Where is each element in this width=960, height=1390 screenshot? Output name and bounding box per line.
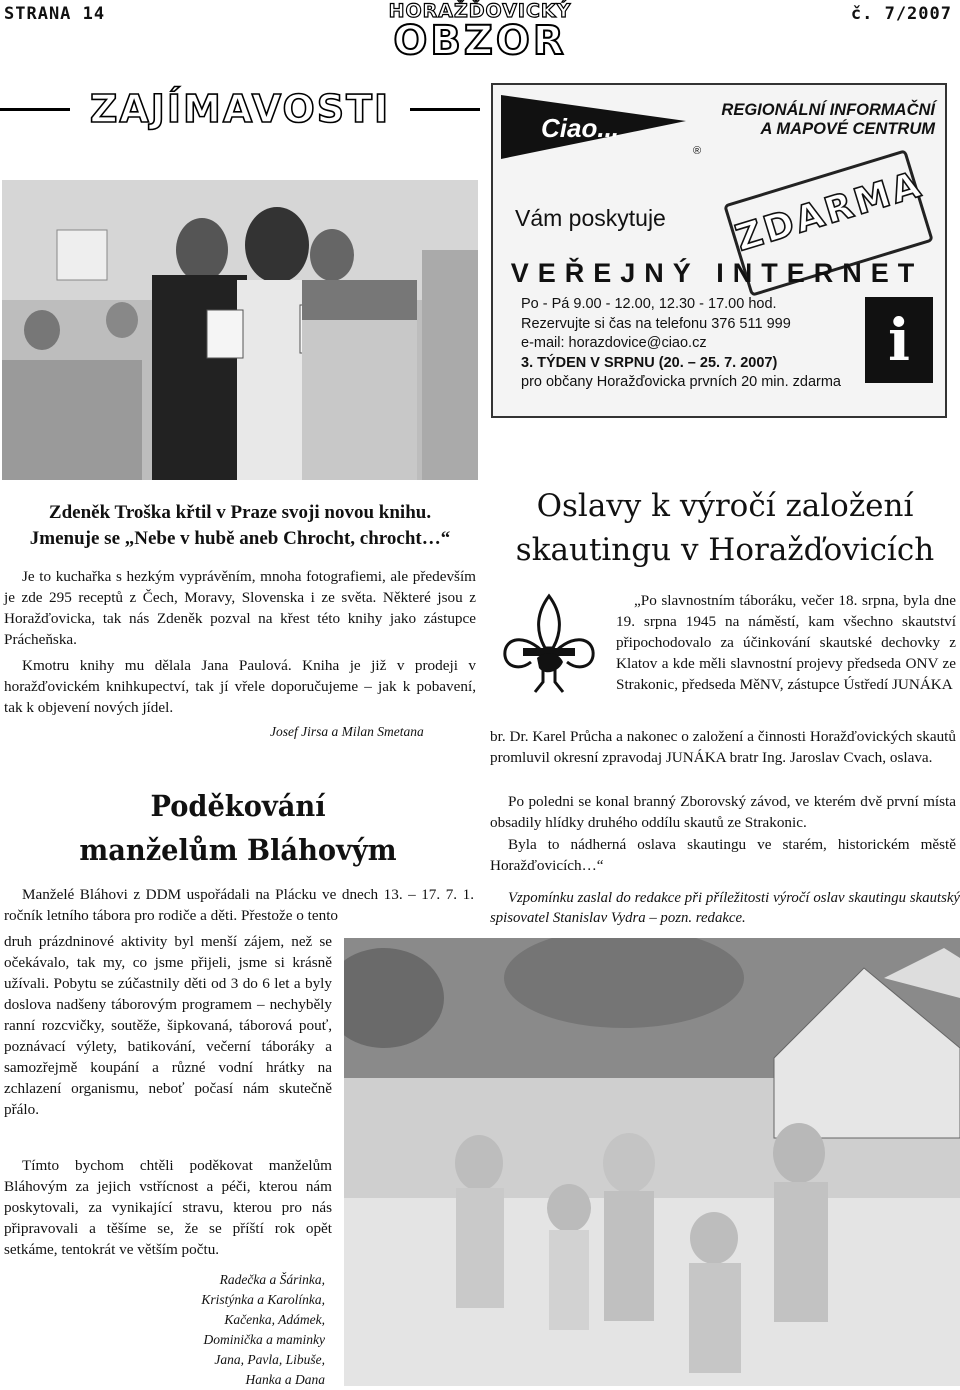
book-paragraph-2: Kmotru knihy mu dělala Jana Paulová. Kniha je již v prodeji v horažďovickém knihkupectví, tak jí vřele doporučujeme – jak k pobavení, tak k objevení nových jídel.: [4, 657, 476, 716]
ciao-advertisement: [491, 83, 947, 418]
scouting-headline: [490, 484, 960, 572]
scouting-headline-line1: Oslavy k výročí založení: [536, 488, 914, 524]
thanks-signature-line: Hanka a Dana: [245, 1372, 325, 1387]
section-rule-left: [0, 108, 70, 111]
scouting-signature: Vzpomínku zaslal do redakce při příležitosti výročí oslav skautingu skautský spisovatel Stanislav Vydra – pozn. redakce.: [490, 890, 960, 926]
ad-region-line2: A MAPOVÉ CENTRUM: [760, 120, 935, 138]
section-rule-right: [410, 108, 480, 111]
scouting-paragraph-3: Byla to nádherná oslava skautingu ve starém, historickém městě Horažďovicích…“: [490, 836, 956, 874]
scouting-paragraph-2: Po poledni se konal branný Zborovský závod, ve kterém dvě první místa obsadily hlídky druhého oddílu skautů ze Strakonic.: [490, 793, 956, 831]
ad-hours: Po - Pá 9.00 - 12.00, 12.30 - 17.00 hod.: [521, 296, 777, 312]
thanks-paragraph-1b: druh prázdninové aktivity byl menší zájem, než se očekávalo, tak my, co jsme přijeli, jsme si krásně užívali. Pobytu se zúčastnily děti od 3 do 6 let a byly doslova nadšeny táborovým programem – nechyběly ranní rozcvičky, soutěže, šipkovaná, táborová pouť, poznávací výlety, batikování, večerní táboráky a samozřejmě koupání a různé vodní hrátky na zchlazení organismu, neboť počasí nám skutečně přálo.: [4, 933, 332, 1118]
ad-offer: Vám poskytuje: [515, 205, 666, 231]
ad-dates: 3. TÝDEN V SRPNU (20. – 25. 7. 2007): [521, 354, 778, 371]
thanks-signature-line: Dominička a maminky: [203, 1332, 325, 1347]
book-signature: Josef Jirsa a Milan Smetana: [270, 724, 424, 739]
thanks-headline-line1: Poděkování: [150, 789, 326, 823]
scouting-headline-line2: skautingu v Horažďovicích: [515, 532, 935, 568]
thanks-headline-line2: manželům Bláhovým: [79, 833, 397, 867]
free-stamp: ZDARMA: [723, 149, 934, 297]
section-header: [0, 84, 480, 134]
ciao-logo: [501, 95, 686, 159]
ad-phone: Rezervujte si čas na telefonu 376 511 999: [521, 315, 791, 332]
book-paragraph-1: Je to kuchařka s hezkým vyprávěním, mnoha fotografiemi, ale především je zde 295 receptů z Čech, Moravy, Slovenska i ze světa. Některé jsou z Horažďovicka, tak nás Zdeněk pozval na křest této knihy jako zástupce Prácheňska.: [4, 568, 476, 648]
thanks-paragraph-1a: Manželé Bláhovi z DDM uspořádali na Plácku ve dnech 13. – 17. 7. 1. ročník letního tábora pro rodiče a děti. Přestože o tento: [4, 886, 474, 924]
book-caption: [0, 500, 480, 552]
info-icon: i: [865, 297, 933, 383]
newspaper-title: OBZOR: [393, 18, 567, 64]
children-camp-photo: [344, 938, 960, 1386]
scouting-paragraph-1b: br. Dr. Karel Průcha a nakonec o založení a činnosti Horažďovických skautů promluvil okresní zpravodaj JUNÁKA bratr Ing. Jaroslav Cvach, oslava.: [490, 728, 956, 766]
thanks-signature: [130, 1270, 325, 1390]
section-title: ZAJÍMAVOSTI: [89, 87, 391, 131]
thanks-signature-line: Radečka a Šárinka,: [219, 1272, 325, 1287]
scouting-paragraph-1a: „Po slavnostním táboráku, večer 18. srpna, byla dne 19. srpna 1945 na náměstí, kam všechno skautství připochodovalo za účinkování skautské dechovky z Klatov a kde měli slavnostní projevy předseda ONV ze Strakonic, předseda MěNV, zástupce Ústředí JUNÁKA: [616, 592, 956, 693]
scout-lily-icon: [497, 592, 601, 696]
ad-note: pro občany Horažďovicka prvních 20 min. zdarma: [521, 374, 841, 390]
issue-number: č. 7/2007: [850, 4, 952, 24]
newspaper-title-top: HORAŽĎOVICKÝ: [388, 0, 572, 22]
ad-details: [521, 295, 841, 393]
thanks-paragraph-2: Tímto bychom chtěli poděkovat manželům Bláhovým za jejich vstřícnost a péči, kterou nám poskytovali, za vynikající stravu, kterou pro nás připravovali a těšíme se, že se příští rok opět setkáme, tentokrát ve větším počtu.: [4, 1157, 332, 1258]
thanks-signature-line: Kačenka, Adámek,: [224, 1312, 325, 1327]
ad-service: VEŘEJNÝ INTERNET: [510, 258, 924, 288]
ad-email: e-mail: horazdovice@ciao.cz: [521, 335, 707, 351]
page-number: STRANA 14: [4, 4, 106, 24]
book-launch-photo: [2, 180, 478, 480]
registered-mark: ®: [693, 145, 702, 157]
book-caption-line2: Jmenuje se „Nebe v hubě aneb Chrocht, chrocht…“: [29, 528, 451, 549]
thanks-headline: [14, 784, 461, 872]
thanks-signature-line: Jana, Pavla, Libuše,: [214, 1352, 325, 1367]
ciao-logo-text: Ciao...: [541, 113, 620, 143]
ad-region-line1: REGIONÁLNÍ INFORMAČNÍ: [721, 101, 935, 119]
thanks-signature-line: Kristýnka a Karolínka,: [201, 1292, 325, 1307]
book-caption-line1: Zdeněk Troška křtil v Praze svoji novou knihu.: [48, 502, 432, 523]
ad-region-title: [673, 101, 935, 139]
